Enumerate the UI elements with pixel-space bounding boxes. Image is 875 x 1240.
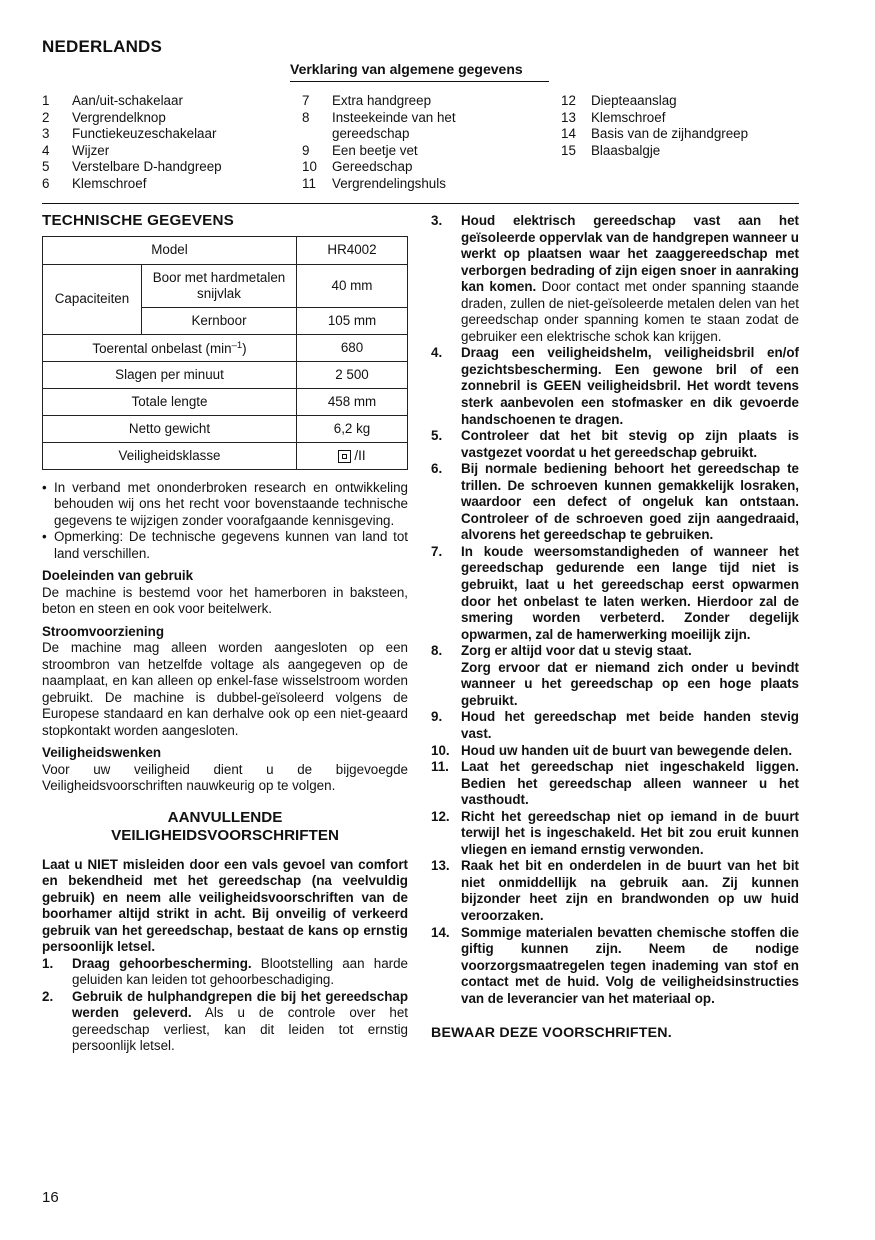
spec-value: 6,2 kg: [297, 415, 408, 442]
safety-rule: 10. Houd uw handen uit de buurt van bewegende delen.: [431, 742, 793, 758]
table-row: [43, 361, 408, 388]
legend-title: Verklaring van algemene gegevens: [290, 61, 523, 77]
spec-value: 40 mm: [297, 264, 408, 307]
safety-rule: 4. Draag een veiligheidshelm, veiligheidsbril en/of gezichtsbescherming. Een gewone bril of een zonnebril is GEEN veiligheidsbril. Het wordt tevens sterk aanbevolen een stofmasker en dik gevoerde handschoenen te dragen.: [431, 345, 799, 427]
table-row: [43, 388, 408, 415]
legend-column-3: [561, 93, 799, 159]
safety-rule: 5. Controleer dat het bit stevig op zijn plaats is vastgezet voordat u het gereedschap gebruikt.: [431, 428, 799, 460]
keep-instructions-heading: BEWAAR DEZE VOORSCHRIFTEN.: [431, 1025, 672, 1042]
list-item: • In verband met ononderbroken research en ontwikkeling behouden wij ons het recht voor bovenstaande technische gegevens te wijzigen zonder voorafgaande kennisgeving.: [42, 479, 408, 528]
safety-intro: Laat u NIET misleiden door een vals gevoel van comfort en bekendheid met het gereedschap (na veelvuldig gebruik) en neem alle veiligheidsvoorschriften van de boorhamer altijd strikt in acht. Bij onveilig of verkeerd gebruik van het gereedschap, bestaat de kans op ernstig persoonlijk letsel.: [42, 856, 408, 954]
spec-label: Boor met hardmetalen snijvlak: [142, 264, 297, 307]
spec-label: Kernboor: [142, 307, 297, 334]
spec-notes: [42, 480, 408, 563]
list-item: • Opmerking: De technische gegevens kunnen van land tot land verschillen.: [42, 529, 408, 561]
purpose-text: De machine is bestemd voor het hamerboren in baksteen, beton en steen en ook voor beitelwerk.: [42, 584, 408, 616]
section-divider: [42, 203, 799, 204]
legend-column-1: [42, 93, 282, 193]
legend-item: 4 Wijzer: [42, 142, 110, 158]
safety-rule: 11. Laat het gereedschap niet ingeschakeld liggen. Bedien het gereedschap alleen wanneer u het vasthoudt.: [431, 759, 799, 808]
safety-rule: 13. Raak het bit en onderdelen in de buurt van het bit niet onmiddellijk na gebruik aan. Zij kunnen bijzonder heet zijn en brandwonden op uw huid veroorzaken.: [431, 858, 799, 923]
right-column: [431, 213, 799, 1042]
legend-item: 6 Klemschroef: [42, 175, 147, 191]
legend-column-2: [302, 93, 497, 193]
legend-item: 2 Vergrendelknop: [42, 109, 166, 125]
legend-item: 14 Basis van de zijhandgreep: [561, 126, 749, 142]
spec-value: /II: [297, 442, 408, 469]
legend-item: 11 Vergrendelingshuls: [302, 175, 446, 191]
spec-label: Toerental onbelast $(\min^{-1})$: [43, 334, 297, 361]
safety-rule: 3. Houd elektrisch gereedschap vast aan het geïsoleerde oppervlak van de handgrepen wanneer u werkt op plaatsen waar het zaaggereedschap met verborgen bedrading of zijn eigen snoer in aanraking kan komen. Door contact met onder spanning staande draden, zullen de niet-geïsoleerde metalen delen van het gereedschap onder spanning komen te staan zodat de gebruiker een elektrische schok kan krijgen.: [431, 213, 799, 344]
legend-item: 9 Een beetje vet: [302, 142, 418, 158]
spec-label: Totale lengte: [43, 388, 297, 415]
legend-item: 12 Diepteaanslag: [561, 93, 677, 108]
spec-value: HR4002: [297, 236, 408, 264]
table-row: [43, 236, 408, 264]
safety-rule: 6. Bij normale bediening behoort het gereedschap te trillen. De schroeven kunnen gemakkelijk losraken, waardoor een defect of ongeluk kan ontstaan. Controleer of de schroeven goed zijn aangedraaid, alvorens het gereedschap te gebruiken.: [431, 461, 799, 543]
spec-label: Netto gewicht: [43, 415, 297, 442]
spec-table: [42, 236, 408, 470]
legend-item: 3 Functiekeuzeschakelaar: [42, 126, 217, 142]
spec-label: Model: [43, 236, 297, 264]
power-heading: Stroomvoorziening: [42, 623, 165, 639]
spec-label: Capaciteiten: [43, 264, 142, 334]
legend-item: 7 Extra handgreep: [302, 93, 432, 108]
safety-rule: 9. Houd het gereedschap met beide handen stevig vast.: [431, 709, 799, 741]
safety-rule: 12. Richt het gereedschap niet op iemand in de buurt terwijl het is ingeschakeld. Het bit zou eruit kunnen vliegen en iemand ernstig verwonden.: [431, 808, 799, 857]
table-row: [43, 264, 408, 307]
safety-tips-heading: Veiligheidswenken: [42, 745, 162, 760]
purpose-heading: Doeleinden van gebruik: [42, 568, 194, 583]
tech-specs-heading: TECHNISCHE GEGEVENS: [42, 212, 234, 229]
legend-item: 5 Verstelbare D-handgreep: [42, 159, 222, 175]
safety-rule: 7. In koude weersomstandigheden of wanneer het gereedschap gedurende een lange tijd niet is gebruikt, laat u het gereedschap eerst opwarmen door het onbelast te laten werken. Hierdoor zal de smering worden verbeterd. Zonder degelijk opwarmen, zal de hamerwerking moeilijk zijn.: [431, 543, 799, 642]
language-heading: NEDERLANDS: [42, 37, 163, 56]
legend-item: 1 Aan/uit-schakelaar: [42, 93, 183, 108]
safety-rule: 8. Zorg er altijd voor dat u stevig staat. Zorg ervoor dat er niemand zich onder u bevindt wanneer u het gereedschap op een hoge plaats gebruikt.: [431, 643, 799, 708]
legend-item: 15 Blaasbalgje: [561, 142, 661, 158]
safety-rule: 14. Sommige materialen bevatten chemische stoffen die giftig kunnen zijn. Neem de nodige voorzorgsmaatregelen tegen inademing van stof en contact met de huid. Volg de veiligheidsinstructies van de leverancier van het materiaal op.: [431, 924, 799, 1006]
power-text: De machine mag alleen worden aangesloten op een stroombron van hetzelfde voltage als aangegeven op de naamplaat, en kan alleen op enkel-fase wisselstroom worden gebruikt. De machine is dubbel-geïsoleerd volgens de Europese standaard en kan derhalve ook op een niet-geaard stopkontakt worden aangesloten.: [42, 640, 408, 738]
legend-item: 13 Klemschroef: [561, 109, 666, 125]
legend-title-underline: [290, 81, 549, 82]
spec-value: 680: [297, 334, 408, 361]
spec-label: Slagen per minuut: [43, 361, 297, 388]
double-insulation-icon: [338, 450, 351, 463]
table-row: [43, 334, 408, 361]
table-row: [43, 442, 408, 469]
safety-tips-text: Voor uw veiligheid dient u de bijgevoegde Veiligheidsvoorschriften nauwkeurig op te volgen.: [42, 761, 408, 793]
legend-item: 8 Insteekeinde van het gereedschap: [302, 109, 456, 142]
spec-value: 2 500: [297, 361, 408, 388]
table-row: [43, 415, 408, 442]
spec-value: 105 mm: [297, 307, 408, 334]
safety-rule: 2. Gebruik de hulphandgrepen die bij het gereedschap werden geleverd. Als u de controle over het gereedschap verliest, kan dit leiden tot ernstig persoonlijk letsel.: [42, 988, 408, 1053]
spec-label: Veiligheidsklasse: [43, 442, 297, 469]
safety-rule: 1. Draag gehoorbescherming. Blootstelling aan harde geluiden kan leiden tot gehoorbeschadiging.: [42, 955, 408, 987]
left-column: [42, 213, 408, 1055]
additional-safety-heading: AANVULLENDE VEILIGHEIDSVOORSCHRIFTEN: [111, 808, 339, 844]
legend-item: 10 Gereedschap: [302, 159, 413, 175]
spec-value: 458 mm: [297, 388, 408, 415]
page-number: 16: [42, 1189, 59, 1206]
